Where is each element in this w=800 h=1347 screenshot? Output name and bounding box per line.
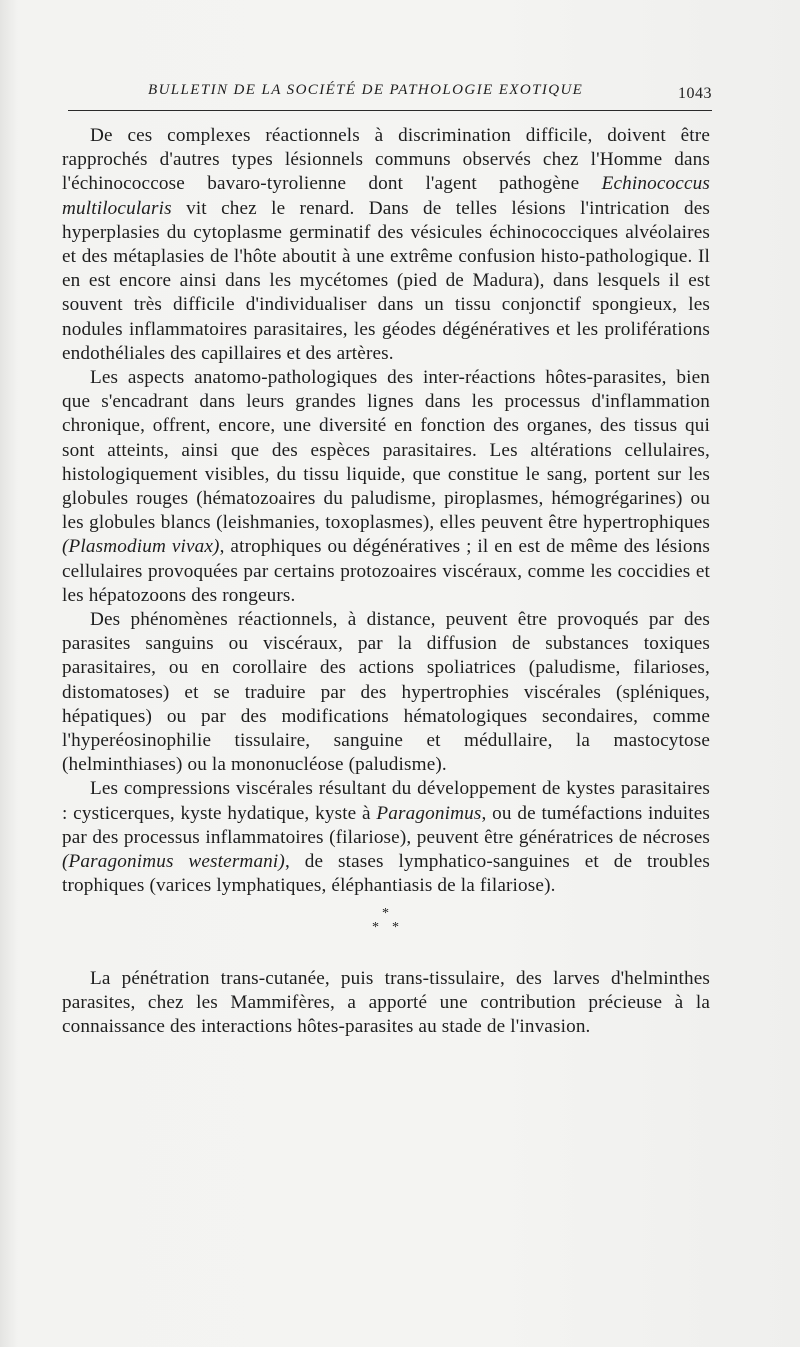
- paragraph-1-text-a: De ces complexes réactionnels à discrimination difficile, doivent être rapprochés d'autres types lésionnels communs observés chez l'Homme dans l'échinococcose bavaro-tyrolienne dont l'agent pathogène: [62, 125, 710, 195]
- paragraph-5: La pénétration trans-cutanée, puis trans-tissulaire, des larves d'helminthes parasites, chez les Mammifères, a apporté une contribution précieuse à la connaissance des interactions hôtes-parasites au stade de l'invasion.: [62, 967, 710, 1037]
- paragraph-4: [62, 777, 710, 898]
- paragraph-4-genus: Paragonimus: [376, 802, 482, 824]
- asterism-star: *: [372, 919, 380, 935]
- paragraph-4-text-a: Les compressions viscérales résultant du développement de kystes parasitaires : cysticerques, kyste hydatique, kyste à: [62, 778, 710, 824]
- asterism-star: *: [392, 919, 400, 935]
- paragraph-4-species: (Paragonimus westermani): [62, 851, 285, 873]
- paragraph-2-species: (Plasmodium vivax): [62, 536, 220, 558]
- header-rule: [68, 110, 712, 111]
- paragraph-1-species: Echinococcus multilocularis: [62, 173, 710, 219]
- section-asterism: [62, 899, 710, 967]
- page-header: [68, 82, 712, 108]
- paragraph-4-text-e: , de stases lymphatico-sanguines et de troubles trophiques (varices lymphatiques, éléphantiasis de la filariose).: [62, 851, 710, 897]
- paragraph-4-text-c: , ou de tuméfactions induites par des processus inflammatoires (filariose), peuvent être génératrices de nécroses: [62, 802, 711, 848]
- asterism-star: *: [382, 905, 390, 921]
- paragraph-1: [62, 124, 710, 366]
- running-head: BULLETIN DE LA SOCIÉTÉ DE PATHOLOGIE EXOTIQUE: [148, 82, 584, 98]
- paragraph-3: Des phénomènes réactionnels, à distance, peuvent être provoqués par des parasites sanguins ou viscéraux, par la diffusion de substances toxiques parasitaires, ou en corollaire des actions spoliatrices (paludisme, filarioses, distomatoses) et se traduire par des hypertrophies viscérales (spléniques, hépatiques) ou par des modifications hématologiques secondaires, comme l'hyperéosinophilie tissulaire, sanguine et médullaire, la mastocytose (helminthiases) ou la mononucléose (paludisme).: [62, 609, 710, 776]
- paragraph-2-text-a: Les aspects anatomo-pathologiques des inter-réactions hôtes-parasites, bien que s'encadrant dans leurs grandes lignes dans les processus d'inflammation chronique, offrent, encore, une diversité en fonction des organes, des tissus qui sont atteints, ainsi que des espèces parasitaires. Les altérations cellulaires, histologiquement visibles, du tissu liquide, que constitue le sang, portent sur les globules rouges (hématozoaires du paludisme, piroplasmes, hémogrégarines) ou les globules blancs (leishmanies, toxoplasmes), elles peuvent être hypertrophiques: [62, 367, 710, 534]
- article-body: [62, 124, 710, 1039]
- paragraph-1-text-c: vit chez le renard. Dans de telles lésions l'intrication des hyperplasies du cytoplasme germinatif des vésicules échinococciques alvéolaires et des métaplasies de l'hôte aboutit à une extrême confusion histo-pathologique. Il en est encore ainsi dans les mycétomes (pied de Madura), dans lesquels il est souvent très difficile d'individualiser dans un tissu conjonctif spongieux, les nodules inflammatoires parasitaires, les géodes dégénératives et les proliférations endothéliales des capillaires et des artères.: [62, 197, 710, 364]
- paragraph-2: [62, 366, 710, 608]
- page-number: 1043: [678, 85, 712, 102]
- paragraph-2-text-c: , atrophiques ou dégénératives ; il en est de même des lésions cellulaires provoquées par certains protozoaires viscéraux, comme les coccidies et les hépatozoons des rongeurs.: [62, 536, 710, 606]
